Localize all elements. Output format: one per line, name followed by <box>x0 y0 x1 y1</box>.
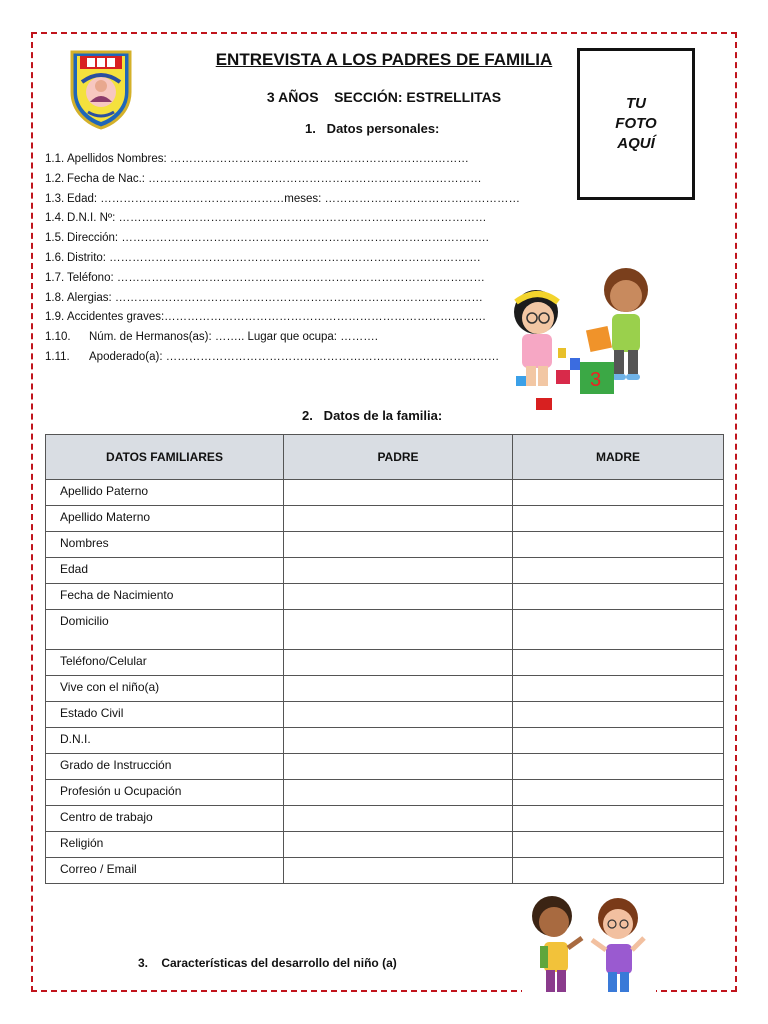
row-label: D.N.I. <box>46 728 284 754</box>
table-row <box>46 754 724 780</box>
madre-cell[interactable] <box>513 754 724 780</box>
personal-field-row <box>45 269 520 289</box>
personal-field-row <box>45 150 520 170</box>
table-header-row <box>46 435 724 480</box>
padre-cell[interactable] <box>284 506 513 532</box>
padre-cell[interactable] <box>284 676 513 702</box>
personal-field-row <box>45 229 520 249</box>
padre-cell[interactable] <box>284 780 513 806</box>
table-row <box>46 780 724 806</box>
madre-cell[interactable] <box>513 676 724 702</box>
row-label: Grado de Instrucción <box>46 754 284 780</box>
row-label: Nombres <box>46 532 284 558</box>
field-number: 1.3. <box>45 192 65 205</box>
field-number: 1.5. <box>45 232 65 245</box>
field-number: 1.6. <box>45 251 65 264</box>
personal-field-row <box>45 289 520 309</box>
section-1-heading: 1. Datos personales: <box>305 121 440 136</box>
madre-cell[interactable] <box>513 780 724 806</box>
madre-cell[interactable] <box>513 506 724 532</box>
row-label: Profesión u Ocupación <box>46 780 284 806</box>
padre-cell[interactable] <box>284 832 513 858</box>
personal-data-fields <box>45 150 520 368</box>
padre-cell[interactable] <box>284 806 513 832</box>
madre-cell[interactable] <box>513 610 724 650</box>
table-row <box>46 676 724 702</box>
field-label[interactable]: Núm. de Hermanos(as): …….. Lugar que ocupa: ………. <box>89 331 378 344</box>
field-number: 1.7. <box>45 271 65 284</box>
personal-field-row <box>45 328 520 348</box>
document-title: ENTREVISTA A LOS PADRES DE FAMILIA <box>215 50 553 69</box>
photo-box <box>577 48 695 200</box>
row-label: Centro de trabajo <box>46 806 284 832</box>
table-row <box>46 506 724 532</box>
padre-cell[interactable] <box>284 754 513 780</box>
field-label[interactable]: Fecha de Nac.: …………………………………………………………………………… <box>67 172 482 185</box>
row-label: Fecha de Nacimiento <box>46 584 284 610</box>
table-row <box>46 858 724 884</box>
table-row <box>46 702 724 728</box>
field-number: 1.1. <box>45 153 65 165</box>
madre-cell[interactable] <box>513 728 724 754</box>
table-row <box>46 610 724 650</box>
row-label: Apellido Materno <box>46 506 284 532</box>
personal-field-row <box>45 190 520 210</box>
padre-cell[interactable] <box>284 858 513 884</box>
madre-cell[interactable] <box>513 558 724 584</box>
row-label: Teléfono/Celular <box>46 650 284 676</box>
madre-cell[interactable] <box>513 858 724 884</box>
personal-field-row <box>45 249 520 269</box>
padre-cell[interactable] <box>284 702 513 728</box>
madre-cell[interactable] <box>513 702 724 728</box>
row-label: Apellido Paterno <box>46 480 284 506</box>
field-label[interactable]: Apoderado(a): …………………………………………………………………………… <box>89 350 500 363</box>
field-number: 1.2. <box>45 172 65 185</box>
photo-box-text: TU FOTO AQUÍ <box>615 95 657 152</box>
madre-cell[interactable] <box>513 806 724 832</box>
madre-cell[interactable] <box>513 650 724 676</box>
personal-field-row <box>45 209 520 229</box>
field-number: 1.8. <box>45 291 65 304</box>
table-row <box>46 532 724 558</box>
row-label: Estado Civil <box>46 702 284 728</box>
padre-cell[interactable] <box>284 532 513 558</box>
row-label: Correo / Email <box>46 858 284 884</box>
document-subtitle: 3 AÑOS SECCIÓN: ESTRELLITAS <box>266 89 502 105</box>
field-label[interactable]: Distrito: ……………………………………………………………………………………. <box>67 251 481 264</box>
table-row <box>46 584 724 610</box>
field-number: 1.9. <box>45 311 65 324</box>
children-playing-blocks-illustration <box>508 258 658 418</box>
padre-cell[interactable] <box>284 558 513 584</box>
table-row <box>46 558 724 584</box>
field-label[interactable]: Alergias: …………………………………………………………………………………… <box>67 291 483 304</box>
table-row <box>46 650 724 676</box>
madre-cell[interactable] <box>513 584 724 610</box>
madre-cell[interactable] <box>513 480 724 506</box>
field-label[interactable]: Apellidos Nombres: …………………………………………………………………… <box>67 153 469 165</box>
padre-cell[interactable] <box>284 650 513 676</box>
personal-field-row <box>45 170 520 190</box>
personal-field-row <box>45 348 520 368</box>
field-number: 1.10. <box>45 331 71 344</box>
row-label: Edad <box>46 558 284 584</box>
column-header-padre: PADRE <box>284 435 513 480</box>
padre-cell[interactable] <box>284 584 513 610</box>
personal-field-row <box>45 308 520 328</box>
field-label[interactable]: Teléfono: …………………………………………………………………………………… <box>67 271 485 284</box>
table-row <box>46 728 724 754</box>
field-label[interactable]: Edad: …………………………………………meses: …………………………………………… <box>67 192 521 205</box>
padre-cell[interactable] <box>284 480 513 506</box>
svg-text:3: 3 <box>590 369 602 391</box>
padre-cell[interactable] <box>284 610 513 650</box>
row-label: Religión <box>46 832 284 858</box>
table-row <box>46 480 724 506</box>
section-3-heading: 3. Características del desarrollo del niño (a) <box>138 956 397 970</box>
section-2-heading: 2. Datos de la familia: <box>302 408 443 423</box>
field-number: 1.11. <box>45 350 70 363</box>
padre-cell[interactable] <box>284 728 513 754</box>
table-row <box>46 832 724 858</box>
children-waving-illustration <box>522 890 656 1020</box>
column-header-madre: MADRE <box>513 435 724 480</box>
row-label: Vive con el niño(a) <box>46 676 284 702</box>
madre-cell[interactable] <box>513 532 724 558</box>
field-label[interactable]: D.N.I. Nº: …………………………………………………………………………………… <box>67 212 487 225</box>
field-number: 1.4. <box>45 212 65 225</box>
family-data-table <box>45 434 724 884</box>
field-label[interactable]: Dirección: …………………………………………………………………………………… <box>67 232 490 245</box>
table-row <box>46 806 724 832</box>
madre-cell[interactable] <box>513 832 724 858</box>
field-label[interactable]: Accidentes graves:………………………………………………………………………… <box>67 311 487 324</box>
row-label: Domicilio <box>46 610 284 650</box>
column-header-datos-familiares: DATOS FAMILIARES <box>46 435 284 480</box>
